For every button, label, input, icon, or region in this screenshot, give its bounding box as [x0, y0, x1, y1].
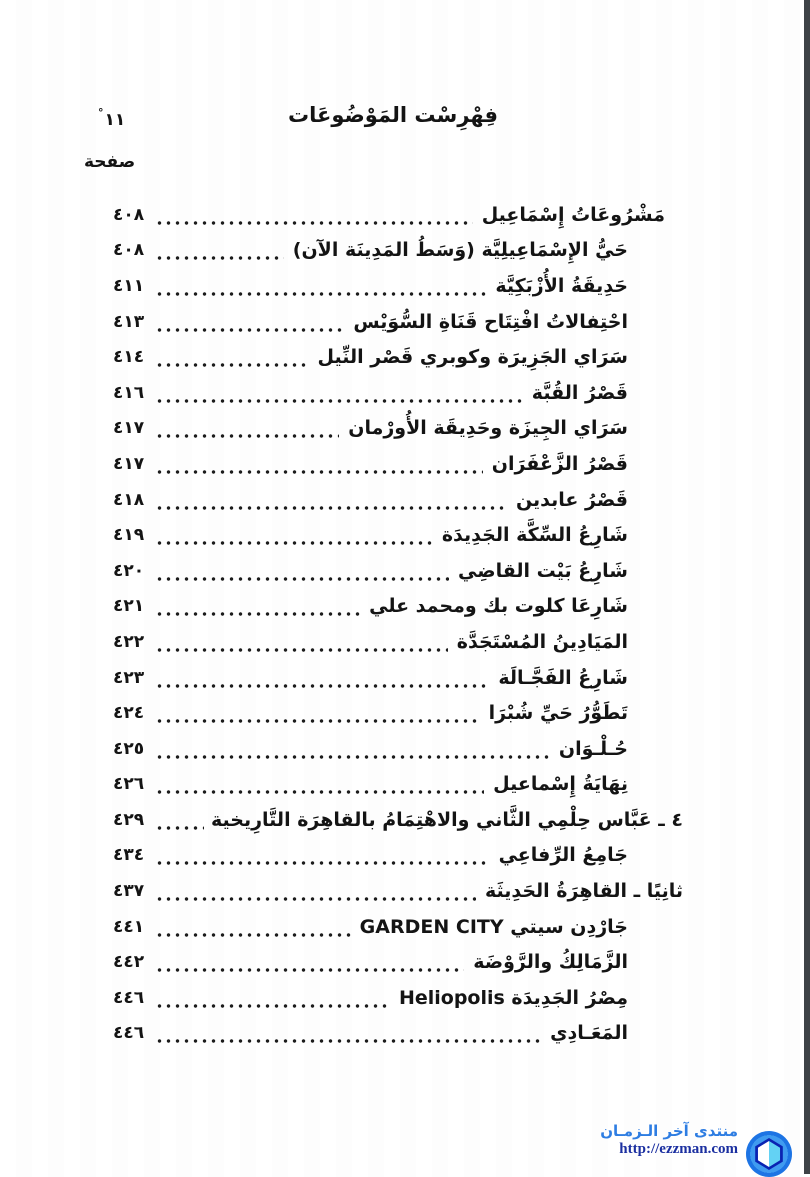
toc-page-number: ٤١٦ — [113, 382, 145, 403]
degree-mark: ° — [98, 106, 104, 119]
toc-page-number: ٤١٤ — [113, 347, 145, 368]
toc-page-number: ٤٠٨ — [113, 204, 145, 225]
forum-watermark — [34, 1120, 794, 1174]
toc-entry-row — [113, 660, 683, 696]
toc-page-number: ٤٤٢ — [113, 952, 145, 973]
dotted-leader — [155, 328, 344, 332]
toc-entry-row — [113, 197, 683, 233]
toc-page-number: ٤٢٤ — [113, 703, 145, 724]
toc-entry-title: شَارِعُ بَيْت القاضِي — [457, 559, 628, 582]
toc-entry-row — [113, 909, 683, 945]
toc-entry-row — [113, 339, 683, 375]
toc-entry-row — [113, 731, 683, 767]
dotted-leader — [155, 933, 351, 937]
page-column-label: صفحة — [84, 152, 136, 172]
toc-entry-title: حَدِيقَةُ الأُزْبَكِيَّة — [495, 274, 628, 297]
toc-entry-row — [113, 482, 683, 518]
dotted-leader — [155, 861, 490, 865]
toc-entry-title: احْتِفالاتُ افْتِتَاح قَنَاةِ السُّوَيْس — [353, 310, 628, 333]
toc-entry-title: المَعَـادِي — [550, 1022, 628, 1045]
toc-entry-row — [113, 980, 683, 1016]
toc-page-number: ٤١٧ — [113, 453, 145, 474]
dotted-leader — [155, 897, 476, 901]
toc-entry-title: شَارِعُ الفَجَّـالَة — [498, 666, 628, 689]
toc-entry-row — [113, 268, 683, 304]
toc-list — [113, 197, 683, 1051]
toc-page-number: ٤٢٩ — [113, 809, 145, 830]
dotted-leader — [155, 648, 448, 652]
dotted-leader — [155, 826, 204, 830]
toc-entry-row — [113, 375, 683, 411]
toc-entry-title: شَارِعُ السِّكَّة الجَدِيدَة — [441, 524, 628, 547]
dotted-leader — [155, 470, 483, 474]
toc-page-number: ٤٢١ — [113, 596, 145, 617]
toc-page-number: ٤٣٧ — [113, 881, 145, 902]
toc-entry-row — [113, 802, 683, 838]
toc-entry-title: نِهَايَةُ إِسْماعيل — [493, 773, 628, 796]
toc-entry-title: قَصْرُ الزَّعْفَرَان — [491, 452, 628, 475]
toc-page-number: ٤٢٣ — [113, 667, 145, 688]
toc-entry-row — [113, 1016, 683, 1052]
toc-page-number: ٤٣٤ — [113, 845, 145, 866]
dotted-leader — [155, 1039, 541, 1043]
dotted-leader — [155, 399, 523, 403]
toc-page-number: ٤٢٢ — [113, 631, 145, 652]
toc-page-number: ٤٤٦ — [113, 1023, 145, 1044]
toc-entry-title: حُـلْـوَان — [558, 737, 628, 760]
toc-entry-title: ٤ ـ عَبَّاس حِلْمِي الثَّاني والاهْتِمَامُ بالقاهِرَة التَّارِيخية — [211, 808, 683, 831]
toc-entry-title: تَطَوُّرُ حَيِّ شُبْرَا — [488, 702, 628, 725]
watermark-text — [600, 1122, 738, 1158]
toc-page-number: ٤١١ — [113, 275, 145, 296]
forum-name: منتدى آخر الـزمـان — [600, 1122, 738, 1140]
toc-entry-title: مَشْرُوعَاتُ إِسْمَاعِيل — [481, 203, 665, 226]
dotted-leader — [155, 221, 473, 225]
toc-entry-title: مِصْرُ الجَدِيدَة Heliopolis — [398, 986, 628, 1009]
toc-page-number: ٤١٩ — [113, 525, 145, 546]
toc-page-number: ٤٢٥ — [113, 738, 145, 759]
forum-logo-icon — [746, 1131, 792, 1177]
toc-page-number: ٤٠٨ — [113, 240, 145, 261]
dotted-leader — [155, 1004, 390, 1008]
toc-page-number: ٤٢٦ — [113, 774, 145, 795]
toc-page-number: ٤١٨ — [113, 489, 145, 510]
dotted-leader — [155, 755, 550, 759]
toc-entry-row — [113, 517, 683, 553]
toc-entry-title: قَصْرُ القُبَّة — [531, 381, 628, 404]
dotted-leader — [155, 434, 339, 438]
toc-entry-title: حَيُّ الإِسْمَاعِيلِيَّة (وَسَطُ المَدِينَة الآن) — [292, 239, 628, 262]
toc-entry-title: جَامِعُ الرِّفاعِي — [498, 844, 628, 867]
toc-entry-row — [113, 767, 683, 803]
scan-edge-strip — [804, 0, 810, 1174]
toc-entry-row — [113, 553, 683, 589]
toc-page-number: ٤١٣ — [113, 311, 145, 332]
toc-entry-title: سَرَاي الجِيزَة وحَدِيقَة الأُورْمان — [348, 417, 628, 440]
toc-entry-row — [113, 446, 683, 482]
toc-entry-row — [113, 944, 683, 980]
forum-url: http://ezzman.com — [619, 1141, 738, 1157]
dotted-leader — [155, 790, 484, 794]
toc-page-number: ٤١٧ — [113, 418, 145, 439]
toc-entry-title: ثانِيًا ـ القاهِرَةُ الحَدِيثَة — [484, 880, 683, 903]
dotted-leader — [155, 363, 309, 367]
toc-entry-row — [113, 304, 683, 340]
toc-entry-row — [113, 589, 683, 625]
dotted-leader — [155, 577, 449, 581]
toc-page-number: ٤٢٠ — [113, 560, 145, 581]
page-title: فِهْرِسْت المَوْضُوعَات — [288, 103, 498, 127]
toc-entry-row — [113, 695, 683, 731]
toc-entry-row — [113, 624, 683, 660]
toc-entry-title: الزَّمَالِكُ والرَّوْضَة — [473, 951, 628, 974]
dotted-leader — [155, 256, 284, 260]
toc-entry-title: قَصْرُ عابدين — [515, 488, 628, 511]
toc-entry-title: جَارْدِن سيتي GARDEN CITY — [359, 915, 628, 938]
toc-entry-title: شَارِعَا كلوت بك ومحمد علي — [369, 595, 628, 618]
toc-entry-title: سَرَاي الجَزِيرَة وكوبري قَصْر النِّيل — [317, 346, 628, 369]
dotted-leader — [155, 541, 433, 545]
toc-entry-row — [113, 233, 683, 269]
dotted-leader — [155, 968, 464, 972]
dotted-leader — [155, 684, 489, 688]
page-number-value: ١١ — [104, 110, 126, 130]
dotted-leader — [155, 292, 486, 296]
dotted-leader — [155, 612, 360, 616]
hexagon-icon — [754, 1138, 784, 1170]
toc-entry-row — [113, 873, 683, 909]
toc-entry-title: المَيَادِينُ المُسْتَجَدَّة — [456, 630, 628, 653]
dotted-leader — [155, 719, 480, 723]
toc-entry-row — [113, 411, 683, 447]
toc-page-number: ٤٤١ — [113, 916, 145, 937]
toc-page-number: ٤٤٦ — [113, 987, 145, 1008]
dotted-leader — [155, 506, 507, 510]
toc-entry-row — [113, 838, 683, 874]
